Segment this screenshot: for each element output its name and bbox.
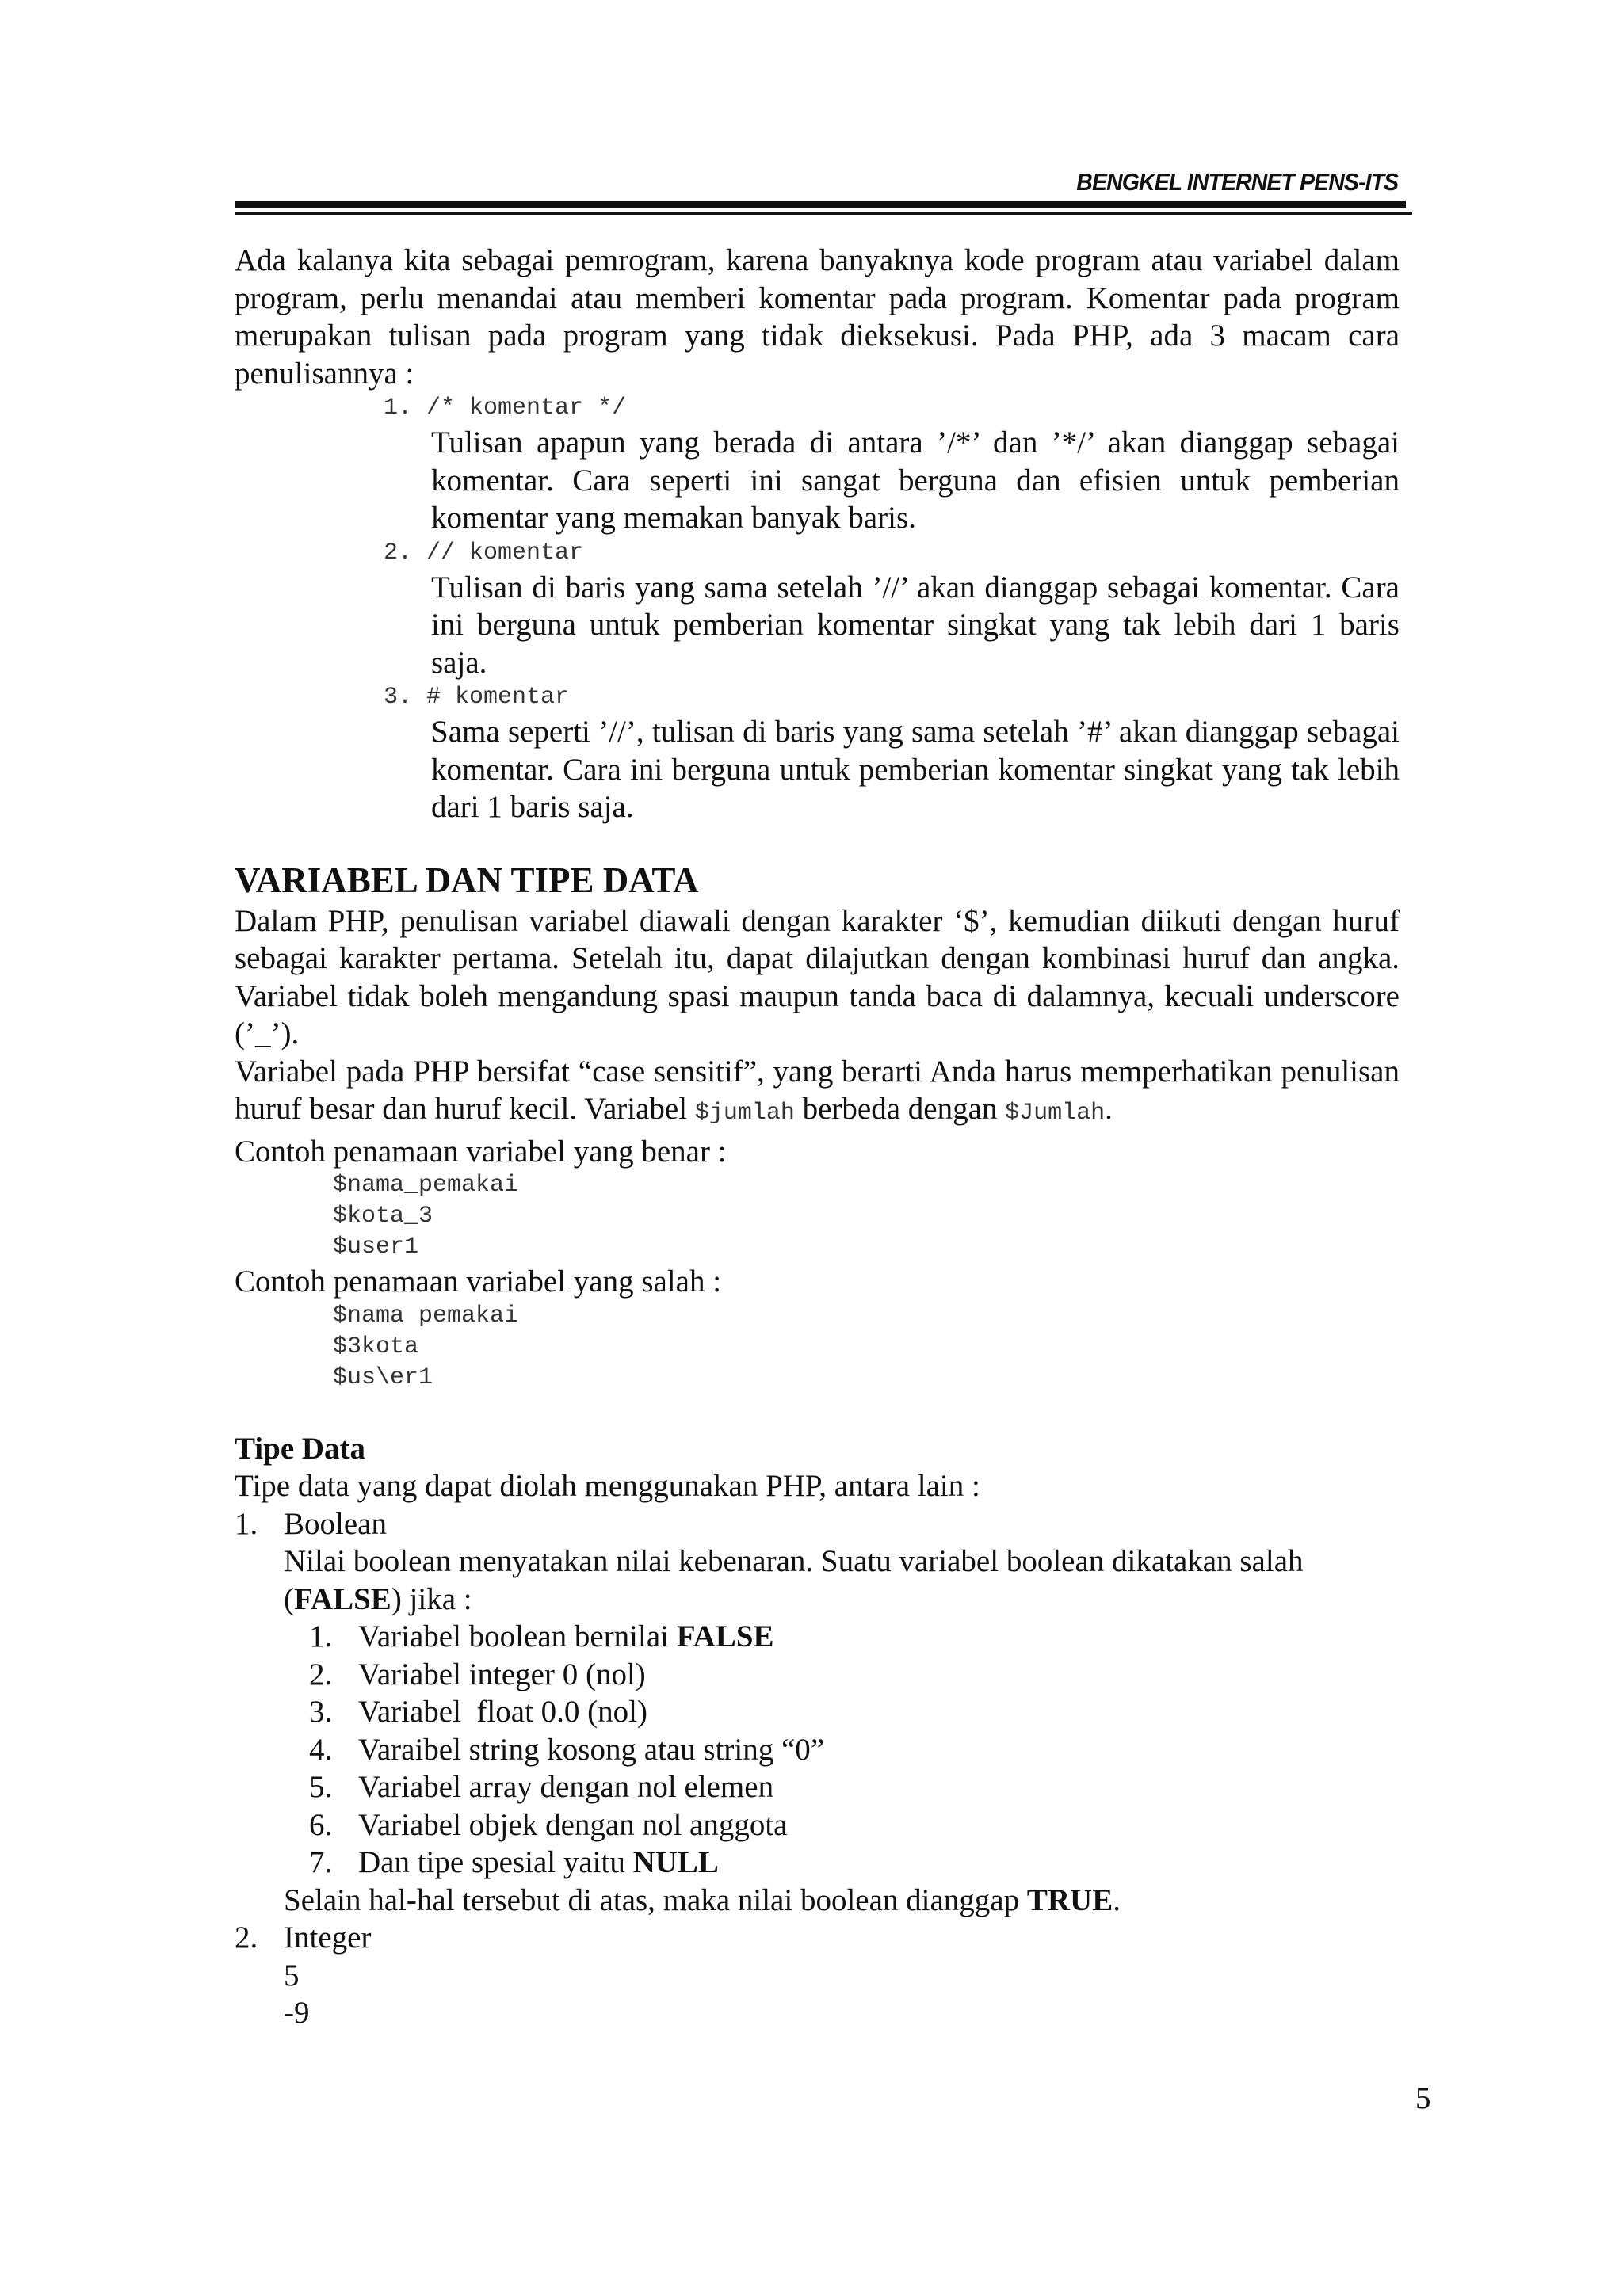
text: Variabel boolean bernilai [358, 1619, 677, 1653]
bold-text: FALSE [676, 1619, 774, 1653]
variable-paragraph-2 [235, 1053, 1400, 1133]
comment-desc: Tulisan apapun yang berada di antara ’/*’ dan ’*/’ akan dianggap sebagai komentar. Cara seperti ini sangat berguna dan efisien untuk pemberian komentar yang memakan banyak baris. [431, 425, 1400, 535]
page-body [235, 242, 1400, 2032]
boolean-desc [284, 1543, 1400, 1618]
comment-desc: Sama seperti ’//’, tulisan di baris yang sama setelah ’#’ akan dianggap sebagai komentar. Cara ini berguna untuk pemberian komentar singkat yang tak lebih dari 1 baris saja. [431, 715, 1400, 824]
text: ) jika : [391, 1581, 472, 1616]
data-type-item-integer [235, 1919, 1400, 2032]
item-title: Boolean [284, 1506, 387, 1541]
bad-names-label: Contoh penamaan variabel yang salah : [235, 1264, 722, 1299]
good-names-code [235, 1170, 1400, 1263]
comment-desc: Tulisan di baris yang sama setelah ’//’ akan dianggap sebagai komentar. Cara ini berguna untuk pemberian komentar singkat yang tak lebih dari 1 baris saja. [431, 570, 1400, 680]
item-number: 3. [309, 1695, 333, 1729]
item-number: 1. [309, 1619, 333, 1653]
item-number: 6. [309, 1807, 333, 1842]
list-item [309, 1731, 1400, 1769]
tipe-intro: Tipe data yang dapat diolah menggunakan PHP, antara lain : [235, 1469, 980, 1503]
header-rule-thick [235, 201, 1406, 208]
comment-code: 3. # komentar [384, 684, 570, 711]
text: Varaibel string kosong atau string “0” [358, 1732, 825, 1767]
list-item [309, 1844, 1400, 1882]
comment-code: 1. /* komentar */ [384, 395, 627, 421]
list-item [309, 1806, 1400, 1844]
comment-type-item [235, 392, 1400, 537]
section-title: VARIABEL DAN TIPE DATA [235, 860, 699, 900]
list-item [309, 1693, 1400, 1731]
page-header [235, 168, 1412, 217]
data-type-list [235, 1505, 1400, 2032]
code-line: $nama pemakai [333, 1302, 519, 1329]
comment-type-item [235, 537, 1400, 682]
text: Nilai boolean menyatakan nilai kebenaran. Suatu variabel boolean dikatakan salah ( [284, 1544, 1304, 1616]
list-item [309, 1618, 1400, 1656]
item-number: 5. [309, 1770, 333, 1804]
intro-paragraph: Ada kalanya kita sebagai pemrogram, karena banyaknya kode program atau variabel dalam program, perlu menandai atau memberi komentar pada program. Komentar pada program merupakan tulisan pada program yang tidak dieksekusi. Pada PHP, ada 3 macam cara penulisannya : [235, 243, 1400, 391]
list-item [309, 1656, 1400, 1694]
text: Variabel objek dengan nol anggota [358, 1807, 788, 1842]
boolean-false-list [284, 1618, 1400, 1882]
inline-code: $Jumlah [1005, 1100, 1106, 1127]
bold-text: TRUE [1026, 1882, 1113, 1917]
code-line: $nama_pemakai [333, 1172, 519, 1199]
item-number: 2. [309, 1657, 333, 1691]
header-rule-thin [235, 212, 1412, 215]
item-number: 4. [309, 1732, 333, 1767]
item-number: 7. [309, 1845, 333, 1879]
good-names-label: Contoh penamaan variabel yang benar : [235, 1134, 727, 1169]
text: Variabel integer 0 (nol) [358, 1657, 646, 1691]
data-type-item-boolean [235, 1505, 1400, 1920]
code-line: $user1 [333, 1234, 419, 1261]
item-number: 1. [235, 1506, 258, 1541]
integer-example: 5 [284, 1958, 300, 1993]
item-title: Integer [284, 1920, 372, 1955]
code-line: $3kota [333, 1333, 419, 1360]
bold-text: NULL [632, 1845, 719, 1879]
text: . [1105, 1092, 1113, 1126]
text: . [1113, 1882, 1121, 1917]
page-number: 5 [1415, 2081, 1431, 2115]
subsection-title: Tipe Data [235, 1431, 366, 1466]
boolean-closing [284, 1882, 1400, 1920]
header-title: BENGKEL INTERNET PENS-ITS [1076, 168, 1398, 196]
item-number: 2. [235, 1920, 258, 1955]
code-line: $us\er1 [333, 1363, 433, 1391]
comment-types-list [235, 392, 1400, 826]
bad-names-code [235, 1301, 1400, 1394]
text: berbeda dengan [794, 1092, 1006, 1126]
comment-type-item [235, 681, 1400, 826]
text: Variabel array dengan nol elemen [358, 1770, 774, 1804]
inline-code: $jumlah [694, 1100, 795, 1127]
list-item [309, 1768, 1400, 1806]
text: Variabel float 0.0 (nol) [358, 1695, 647, 1729]
text: Selain hal-hal tersebut di atas, maka nilai boolean dianggap [284, 1882, 1027, 1917]
bold-text: FALSE [294, 1581, 391, 1616]
integer-example: -9 [284, 1996, 310, 2030]
text: Variabel pada PHP bersifat “case sensitif”, yang berarti Anda harus memperhatikan penulisan huruf besar dan huruf kecil. Variabel [235, 1054, 1400, 1126]
code-line: $kota_3 [333, 1203, 433, 1230]
variable-paragraph-1: Dalam PHP, penulisan variabel diawali dengan karakter ‘$’, kemudian diikuti dengan huruf sebagai karakter pertama. Setelah itu, dapat dilajutkan dengan kombinasi huruf dan angka. Variabel tidak boleh mengandung spasi maupun tanda baca di dalamnya, kecuali underscore (’_’). [235, 903, 1400, 1051]
comment-code: 2. // komentar [384, 539, 584, 566]
text: Dan tipe spesial yaitu [358, 1845, 633, 1879]
